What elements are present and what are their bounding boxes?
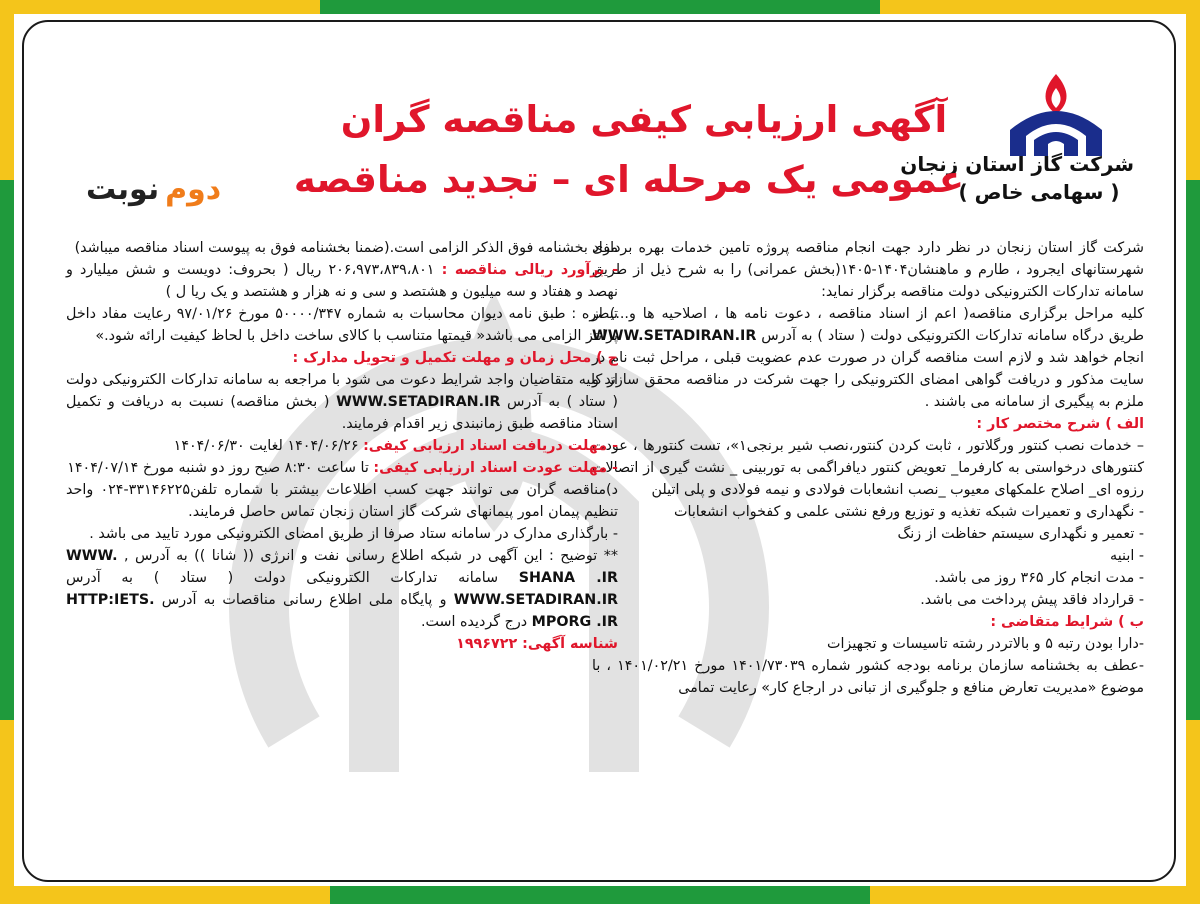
setadiran-link[interactable]: WWW.SETADIRAN.IR [336,394,501,410]
border-strip-bottom-left [0,886,330,904]
company-name-line2: ( سهامی خاص ) [958,180,1120,204]
invite-text-b: ( بخش مناقصه) نسبت به دریافت و تکمیل اسناد مناقصه طبق زمانبندی زیر اقدام فرمایند. [66,394,618,432]
setadiran-link[interactable]: WWW.SETADIRAN.IR [592,328,757,344]
advertisement-frame [22,20,1176,882]
continuation-paragraph: مفاد بخشنامه فوق الذکر الزامی است.(ضمنا بخشنامه فوق به پیوست اسناد مناقصه میباشد) [74,240,618,256]
deadline-receive-label: - مهلت دریافت اسناد ارزیابی کیفی: [363,438,618,454]
budget-paragraph [66,259,618,303]
publication-text-a: ** توضیح : این آگهی در شبکه اطلاع رسانی نفت و انرژی (( شانا )) به آدرس , [124,548,618,564]
section-c-heading: ج ) محل زمان و مهلت تکمیل و تحویل مدارک : [292,350,618,366]
left-column [66,237,618,655]
border-strip-left-top [0,0,14,180]
publication-note [66,545,618,633]
border-strip-bottom-right [870,886,1200,904]
invite-text-a: از کلیه متقاضیان واجد شرایط دعوت می شود با مراجعه به سامانه تدارکات الکترونیکی دولت ( ستاد ) به آدرس [66,372,618,410]
page-title [293,90,964,210]
border-strip-top-middle [320,0,880,14]
border-strip-right-middle [1186,180,1200,720]
shana-link[interactable]: WWW. SHANA .IR [66,548,618,586]
page-title-line1: آگهی ارزیابی کیفی مناقصه گران [340,98,948,141]
publication-text-b: سامانه تدارکات الکترونیکی دولت ( ستاد ) به آدرس [66,570,499,586]
procedure-text-b: انجام خواهد شد و لازم است مناقصه گران در صورت عدم عضویت قبلی ، مراحل ثبت نام در سایت مذکور و دریافت گواهی امضای الکترونیکی را جهت شرکت در مناقصه محقق سازند و ملزم به پیگیری از سامانه می باشند . [592,350,1144,410]
ad-identifier: شناسه آگهی: ۱۹۹۶۷۲۲ [456,636,618,652]
round-badge [86,172,221,218]
iets-link[interactable]: HTTP:IETS. MPORG .IR [66,592,618,630]
round-label: نوبت [86,172,160,207]
deadline-receive-value: ۱۴۰۴/۰۶/۲۶ لغایت ۱۴۰۴/۰۶/۳۰ [173,438,359,454]
round-number: دوم [165,172,222,207]
border-strip-left-bottom [0,720,14,904]
deadline-return [66,457,618,479]
nigc-flame-logo-icon [996,70,1116,160]
border-strip-left-middle [0,180,14,720]
procedure-text-a: کلیه مراحل برگزاری مناقصه( اعم از اسناد مناقصه ، دعوت نامه ها ، اصلاحیه ها و...) از طریق درگاه سامانه تدارکات الکترونیکی دولت ( ستاد ) به آدرس [592,306,1144,344]
invite-paragraph [66,369,618,435]
border-strip-top-left [0,0,320,14]
note-paragraph: تبصره : طبق نامه دیوان محاسبات به شماره ۵۰۰۰۰/۳۴۷ مورخ ۹۷/۰۱/۲۶ رعایت مفاد داخل پرانتز الزامی می باشد« قیمتها متناسب با کالای ساخت داخل با لحاظ کیفیت ارائه شود.» [66,306,618,344]
deadline-return-label: - مهلت عودت اسناد ارزیابی کیفی: [373,460,618,476]
scope-item: – خدمات نصب کنتور ورگلاتور ، ثابت کردن کنتور،نصب شیر برنجی۱»، تست کنتورها ، عودت کنتورهای درخواستی به کارفرما_ تعویض کنتور دیافراگمی به توربینی _ نشت گیری از اتصالات رزوه ای_ اصلاح علمکهای معیوب _نصب انشعابات فولادی و نیمه فولادی و پلی اتیلن [592,438,1144,498]
company-name [900,150,1134,206]
page-title-line2: عمومی یک مرحله ای – تجدید مناقصه [293,158,964,201]
scope-item: - ابنیه [1110,548,1144,564]
right-column [592,237,1144,699]
section-d-paragraph: د)مناقصه گران می توانند جهت کسب اطلاعات بیشتر با شماره تلفن۳۳۱۴۶۲۲۵-۰۲۴ واحد تنظیم پیمان امور پیمانهای شرکت گاز استان زنجان تماس حاصل فرمایند. [66,482,618,520]
scope-item: - تعمیر و نگهداری سیستم حفاظت از زنگ [897,526,1144,542]
section-b-heading: ب ) شرایط متقاضی : [990,614,1144,630]
intro-paragraph: شرکت گاز استان زنجان در نظر دارد جهت انجام مناقصه پروژه تامین خدمات بهره برداری شهرستانهای ایجرود ، طارم و ماهنشان۱۴۰۴-۱۴۰۵(بخش عمرانی) را به شرح ذیل از طریق سامانه تدارکات الکترونیکی دولت مناقصه برگزار نماید: [592,240,1144,300]
company-name-line1: شرکت گاز استان زنجان [900,152,1134,176]
procedure-paragraph [592,303,1144,413]
upload-paragraph: - بارگذاری مدارک در سامانه ستاد صرفا از طریق امضای الکترونیکی مورد تایید می باشد . [89,526,618,542]
section-a-heading: الف ) شرح مختصر کار : [976,416,1144,432]
scope-item: - مدت انجام کار ۳۶۵ روز می باشد. [934,570,1144,586]
border-strip-right-bottom [1186,720,1200,904]
scope-item: - نگهداری و تعمیرات شبکه تغذیه و توزیع ورفع نشتی علمی و کفخواب انشعابات [674,504,1144,520]
condition-item: -دارا بودن رتبه ۵ و بالاتردر رشته تاسیسات و تجهیزات [827,636,1144,652]
publication-text-d: درج گردیده است. [420,614,528,630]
scope-item: - قرارداد فاقد پیش پرداخت می باشد. [920,592,1144,608]
setadiran-link[interactable]: WWW.SETADIRAN.IR [453,592,619,608]
budget-label: - برآورد ریالی مناقصه : [441,262,619,278]
deadline-receive [66,435,618,457]
border-strip-right-top [1186,0,1200,180]
publication-text-c: و پایگاه ملی اطلاع رسانی مناقصات به آدرس [161,592,447,608]
condition-item: -عطف به بخشنامه سازمان برنامه بودجه کشور شماره ۱۴۰۱/۷۳۰۳۹ مورخ ۱۴۰۱/۰۲/۲۱ ، با موضوع «مدیریت تعارض منافع و جلوگیری از تبانی در ارجاع کار» رعایت تمامی [592,658,1144,696]
budget-value: ۲۰۶،۹۷۳،۸۳۹،۸۰۱ ریال ( بحروف: دویست و شش میلیارد و نهصد و هفتاد و سه میلیون و هشتصد و سی و نه هزار و هشتصد و یک ریا ل ) [66,262,618,300]
deadline-return-value: تا ساعت ۸:۳۰ صبح روز دو شنبه مورخ ۱۴۰۴/۰۷/۱۴ [67,460,369,476]
border-strip-top-right [880,0,1200,14]
border-strip-bottom-middle [330,886,870,904]
